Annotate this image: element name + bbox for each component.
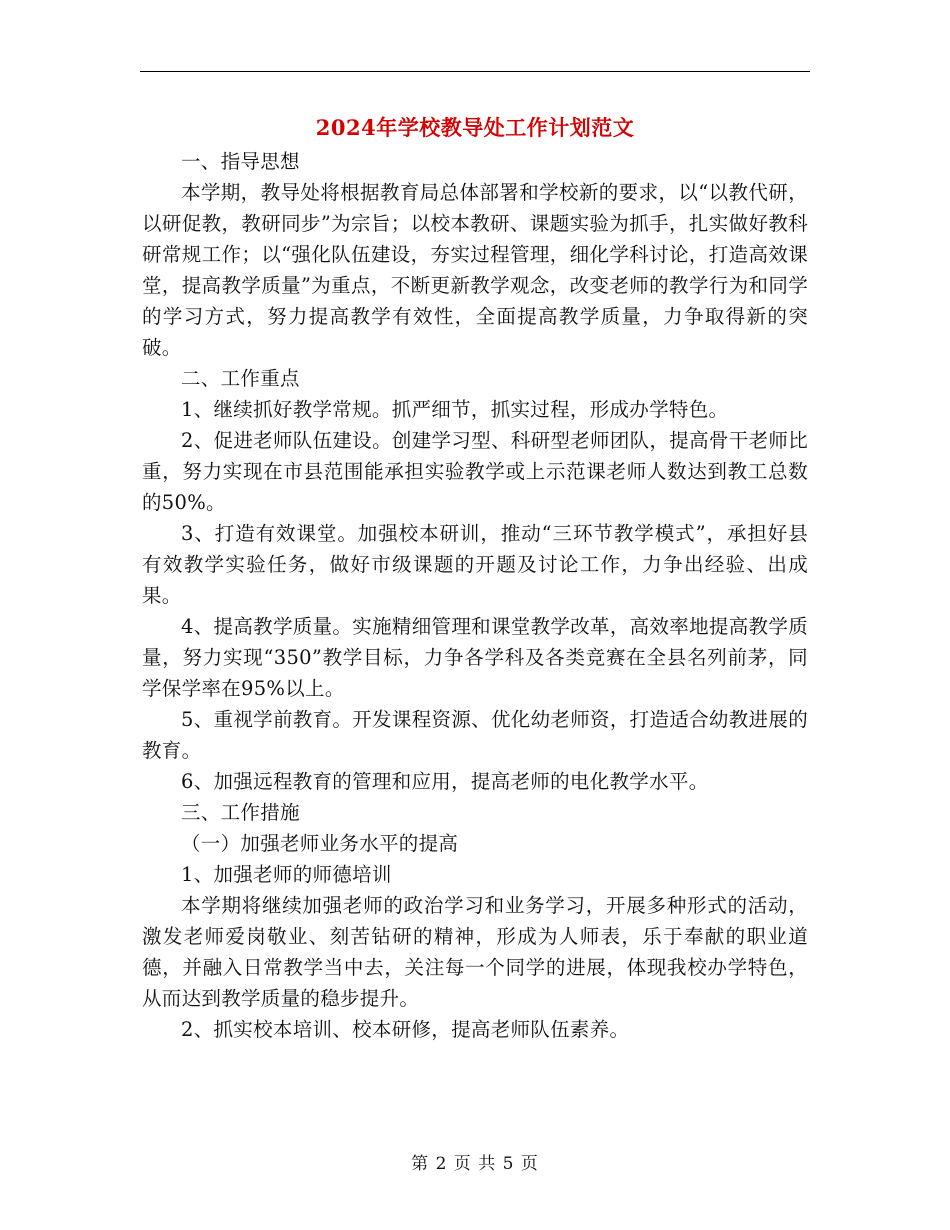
subsection-heading: 1、加强老师的师德培训 bbox=[181, 863, 392, 886]
list-item: 2、促进老师队伍建设。创建学习型、科研型老师团队，提高骨干老师比重，努力实现在市县范围能承担实验教学或上示范课老师人数达到教工总数的50%。 bbox=[142, 429, 808, 514]
body-paragraph: 本学期将继续加强老师的政治学习和业务学习，开展多种形式的活动，激发老师爱岗敬业、刻苦钻研的精神，形成为人师表，乐于奉献的职业道德，并融入日常教学当中去，关注每一个同学的进展，体现我校办学特色，从而达到教学质量的稳步提升。 bbox=[142, 894, 808, 1010]
section-heading: 二、工作重点 bbox=[181, 367, 300, 390]
list-item: 3、打造有效课堂。加强校本研训，推动“三环节教学模式”，承担好县有效教学实验任务，做好市级课题的开题及讨论工作，力争出经验、出成果。 bbox=[142, 522, 808, 607]
header-rule bbox=[140, 71, 810, 72]
list-item: 6、加强远程教育的管理和应用，提高老师的电化教学水平。 bbox=[181, 770, 709, 793]
list-item: 5、重视学前教育。开发课程资源、优化幼老师资，打造适合幼教进展的教育。 bbox=[142, 708, 808, 762]
list-item: 4、提高教学质量。实施精细管理和课堂教学改革，高效率地提高教学质量，努力实现“350”教学目标，力争各学科及各类竞赛在全县名列前茅，同学保学率在95%以上。 bbox=[142, 615, 808, 700]
section-heading: 一、指导思想 bbox=[181, 150, 300, 173]
section-heading: 三、工作措施 bbox=[181, 801, 300, 824]
list-item: 2、抓实校本培训、校本研修，提高老师队伍素养。 bbox=[181, 1018, 630, 1041]
document-title: 2024年学校教导处工作计划范文 bbox=[315, 115, 635, 140]
subsection-heading: （一）加强老师业务水平的提高 bbox=[181, 832, 459, 855]
list-item: 1、继续抓好教学常规。抓严细节，抓实过程，形成办学特色。 bbox=[181, 398, 729, 421]
document-body bbox=[142, 146, 808, 1045]
body-paragraph: 本学期，教导处将根据教育局总体部署和学校新的要求，以“以教代研，以研促教，教研同步”为宗旨；以校本教研、课题实验为抓手，扎实做好教科研常规工作；以“强化队伍建设，夯实过程管理，细化学科讨论，打造高效课堂，提高教学质量”为重点，不断更新教学观念，改变老师的教学行为和同学的学习方式，努力提高教学有效性，全面提高教学质量，力争取得新的突破。 bbox=[142, 181, 808, 359]
page-footer: 第 2 页 共 5 页 bbox=[411, 1154, 539, 1174]
